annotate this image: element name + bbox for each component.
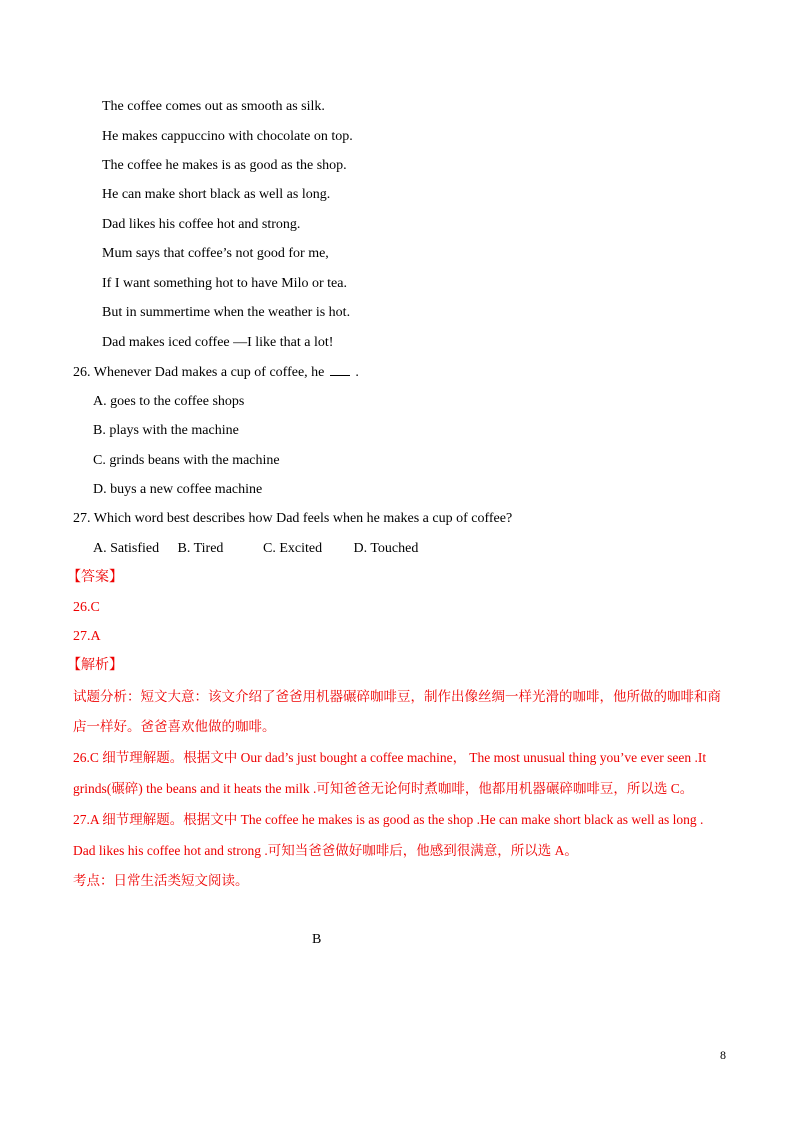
option-26-d: D. buys a new coffee machine: [93, 482, 263, 497]
analysis-line: 26.C 细节理解题。根据文中 Our dad’s just bought a coffee machine， The most unusual thing you’ve ever seen .It: [73, 750, 707, 765]
analysis-line: Dad likes his coffee hot and strong .可知当爸爸做好咖啡后，他感到很满意，所以选 A。: [73, 843, 578, 858]
question-26-end: .: [355, 365, 359, 380]
question-27-stem: 27. Which word best describes how Dad feels when he makes a cup of coffee?: [73, 511, 513, 526]
section-label: B: [312, 932, 322, 947]
poem-line: Mum says that coffee’s not good for me,: [102, 246, 329, 261]
analysis-heading: 【解析】: [67, 658, 123, 673]
answer-26: 26.C: [73, 600, 100, 615]
analysis-line: 27.A 细节理解题。根据文中 The coffee he makes is as good as the shop .He can make short black as well as long .: [73, 812, 704, 827]
poem-line: He makes cappuccino with chocolate on top.: [102, 129, 353, 144]
option-27-d: D. Touched: [353, 541, 419, 556]
poem-line: Dad makes iced coffee —I like that a lot!: [102, 335, 334, 350]
answer-27: 27.A: [73, 629, 101, 644]
analysis-line: 试题分析：短文大意：该文介绍了爸爸用机器碾碎咖啡豆，制作出像丝绸一样光滑的咖啡，他所做的咖啡和商: [73, 689, 721, 704]
option-27-b: B. Tired: [177, 541, 224, 556]
option-26-a: A. goes to the coffee shops: [93, 394, 245, 409]
poem-line: If I want something hot to have Milo or tea.: [102, 276, 347, 291]
option-27-c: C. Excited: [263, 541, 323, 556]
question-27-options: [93, 540, 418, 558]
poem-line: The coffee he makes is as good as the shop.: [102, 158, 347, 173]
option-26-c: C. grinds beans with the machine: [93, 453, 280, 468]
analysis-line: grinds(碾碎) the beans and it heats the milk .可知爸爸无论何时煮咖啡，他都用机器碾碎咖啡豆，所以选 C。: [73, 781, 694, 796]
question-26: [73, 363, 359, 382]
question-26-stem: 26. Whenever Dad makes a cup of coffee, he: [73, 365, 325, 380]
analysis-line: 店一样好。爸爸喜欢他做的咖啡。: [73, 719, 276, 734]
poem-line: The coffee comes out as smooth as silk.: [102, 99, 325, 114]
page-number: 8: [720, 1048, 726, 1062]
option-27-a: A. Satisfied: [93, 541, 160, 556]
answer-blank: [330, 363, 350, 376]
poem-line: He can make short black as well as long.: [102, 187, 331, 202]
option-26-b: B. plays with the machine: [93, 423, 239, 438]
poem-line: Dad likes his coffee hot and strong.: [102, 217, 301, 232]
answer-heading: 【答案】: [67, 570, 123, 585]
poem-line: But in summertime when the weather is hot.: [102, 305, 351, 320]
analysis-line: 考点：日常生活类短文阅读。: [73, 873, 249, 888]
